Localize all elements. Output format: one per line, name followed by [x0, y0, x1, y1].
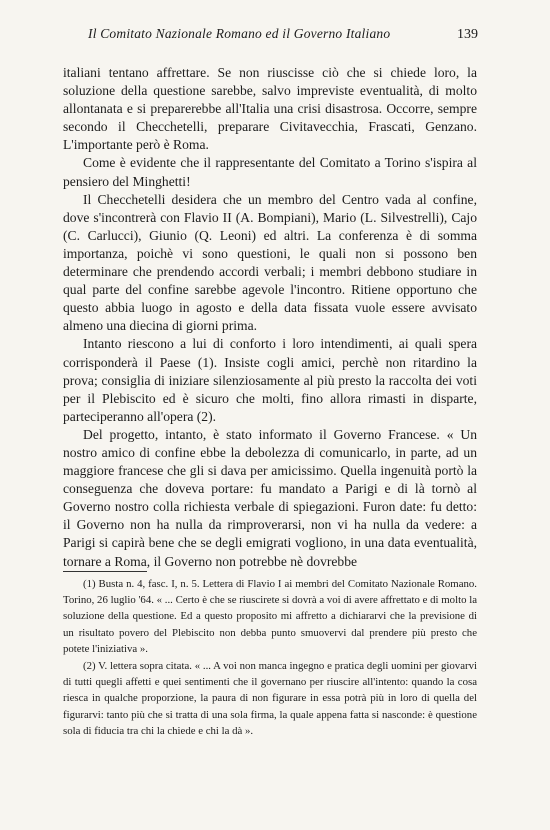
running-title: Il Comitato Nazionale Romano ed il Governo Italiano [88, 26, 391, 41]
body-paragraph: italiani tentano affrettare. Se non riuscisse ciò che si chiede loro, la soluzione della questione sarebbe, salvo impreviste eventualità, di molto allontanata e si preparerebbe all'Italia una crisi disastrosa. Occorre, sempre secondo il Checchetelli, preparare Civitavecchia, Frascati, Genzano. L'importante però è Roma. [63, 65, 477, 153]
body-paragraph: Come è evidente che il rappresentante del Comitato a Torino s'ispira al pensiero del Minghetti! [63, 155, 477, 189]
page-header [88, 26, 478, 46]
footnotes [63, 576, 477, 740]
footnote-divider [63, 571, 147, 572]
body-paragraph: Del progetto, intanto, è stato informato il Governo Francese. « Un nostro amico di confine ebbe la debolezza di comunicarlo, in parte, ad un maggiore francese che gli si dava per amicissimo. Quella ingenuità portò la conseguenza che doveva portare: fu mandato a Parigi e di là tornò al Governo nostro colla richiesta verbale di spiegazioni. Furon date: fu detto: il Governo non ha nulla da rimproverarsi, non vi ha nulla da vedere: a Parigi si capirà bene che se degli emigrati vogliono, in una data eventualità, tornare a Roma, il Governo non potrebbe nè dovrebbe [63, 426, 477, 569]
footnote: (1) Busta n. 4, fasc. I, n. 5. Lettera di Flavio I ai membri del Comitato Nazionale Romano. Torino, 26 luglio '64. « ... Certo è che se riuscirete si dovrà a voi di avere affrettato e di molto la soluzione della questione. Ed a questo proposito mi affretto a dichiararvi che la previsione di un risultato povero del Plebiscito non debba punto smuovervi dal prendere più presto che potete l'iniziativa ». [63, 578, 477, 655]
body-paragraph: Il Checchetelli desidera che un membro del Centro vada al confine, dove s'incontrerà con Flavio II (A. Bompiani), Mario (L. Silvestrelli), Cajo (C. Carlucci), Giunio (Q. Leoni) ed altri. La conferenza è di somma importanza, poichè vi sono questioni, le quali non si possono ben determinare che prendendo accordi verbali; i membri debbono studiare in qual parte del confine sarebbe agevole l'incontro. Ritiene opportuno che questo abbia luogo in agosto e della data fissata vuole essere avvisato almeno una diecina di giorni prima. [63, 191, 477, 334]
page-number: 139 [457, 27, 478, 42]
body-paragraph: Intanto riescono a lui di conforto i loro intendimenti, ai quali spera corrisponderà il Paese (1). Insiste cogli amici, perchè non ritardino la prova; consiglia di iniziare silenziosamente al più presto la raccolta dei voti per il Plebiscito ed è sicuro che molti, fino allora rimasti in disparte, parteciperanno all'opera (2). [63, 336, 477, 424]
main-text [63, 64, 477, 571]
footnote: (2) V. lettera sopra citata. « ... A voi non manca ingegno e pratica degli uomini per giovarvi di tutti quegli affetti e quei sentimenti che il governano per riuscire all'intento: quando la cosa riesca in qualche proporzione, la paura di non figurare in essa potrà più in loro di quella del figurarvi: tanto più che si tratta di una sola firma, la quale appena fatta si nasconde: è questione sola di fiducia tra chi la chiede e chi la dà ». [63, 660, 477, 737]
